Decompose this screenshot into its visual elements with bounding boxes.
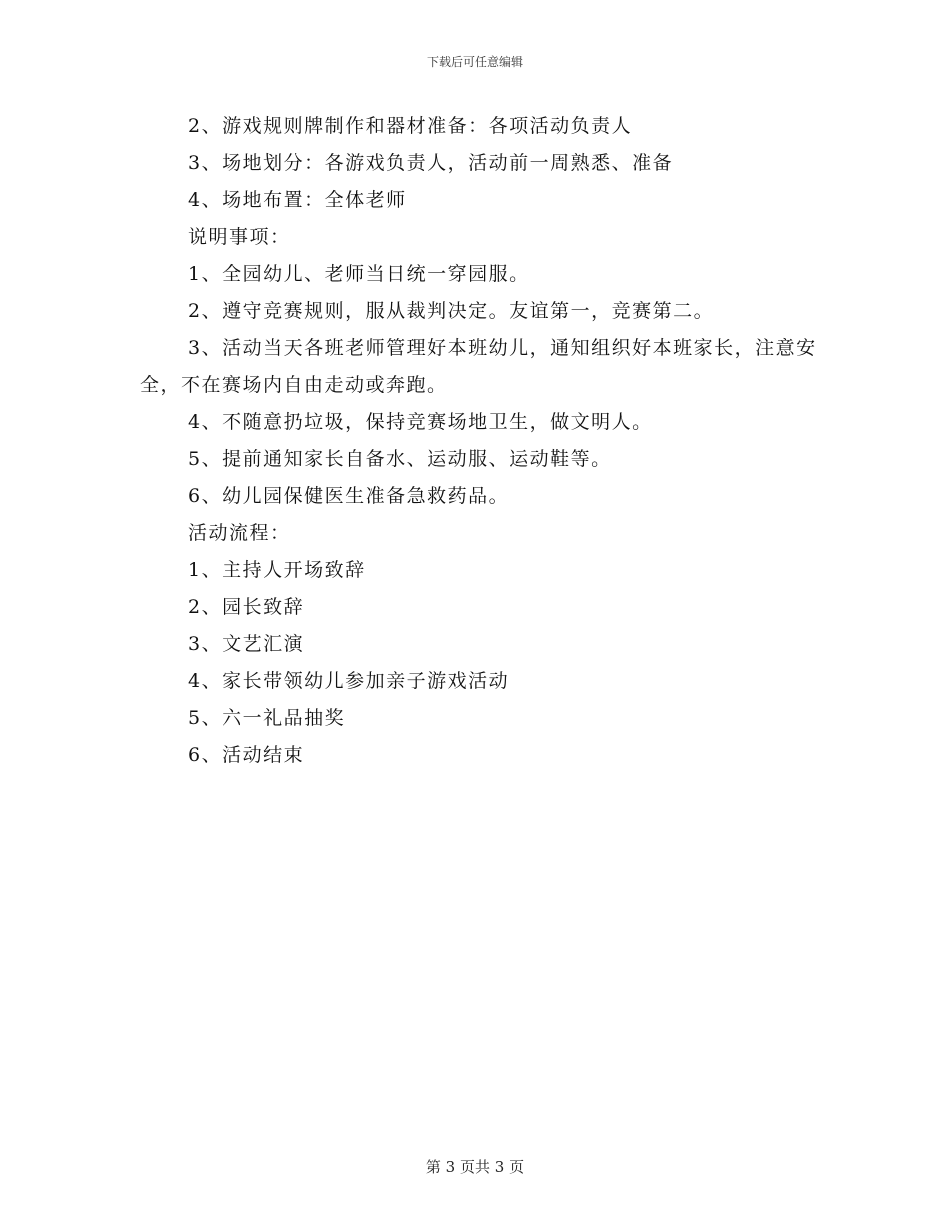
- document-body: [140, 108, 820, 774]
- paragraph-venue-setup: 4、场地布置：全体老师: [188, 189, 407, 211]
- paragraph-supplies: 5、提前通知家长自备水、运动服、运动鞋等。: [188, 448, 612, 470]
- process-item-performance: 3、文艺汇演: [188, 633, 305, 655]
- page-header: 下载后可任意编辑: [426, 55, 523, 69]
- section-heading-notes: 说明事项：: [188, 226, 291, 248]
- process-item-principal-speech: 2、园长致辞: [188, 596, 305, 618]
- paragraph-materials: 2、游戏规则牌制作和器材准备：各项活动负责人: [188, 115, 633, 137]
- process-item-closing: 6、活动结束: [188, 744, 305, 766]
- paragraph-venue-division: 3、场地划分：各游戏负责人，活动前一周熟悉、准备: [188, 152, 674, 174]
- section-heading-process: 活动流程：: [188, 522, 291, 544]
- paragraph-first-aid: 6、幼儿园保健医生准备急救药品。: [188, 485, 510, 507]
- process-item-parent-child-games: 4、家长带领幼儿参加亲子游戏活动: [188, 670, 510, 692]
- paragraph-rules: 2、遵守竞赛规则，服从裁判决定。友谊第一，竞赛第二。: [188, 300, 715, 322]
- paragraph-safety: 3、活动当天各班老师管理好本班幼儿，通知组织好本班家长，注意安全，不在赛场内自由走动或奔跑。: [140, 337, 817, 396]
- paragraph-litter: 4、不随意扔垃圾，保持竞赛场地卫生，做文明人。: [188, 411, 653, 433]
- page-footer: 第 3 页共 3 页: [425, 1158, 525, 1176]
- paragraph-uniform: 1、全园幼儿、老师当日统一穿园服。: [188, 263, 530, 285]
- process-item-opening: 1、主持人开场致辞: [188, 559, 366, 581]
- process-item-lottery: 5、六一礼品抽奖: [188, 707, 346, 729]
